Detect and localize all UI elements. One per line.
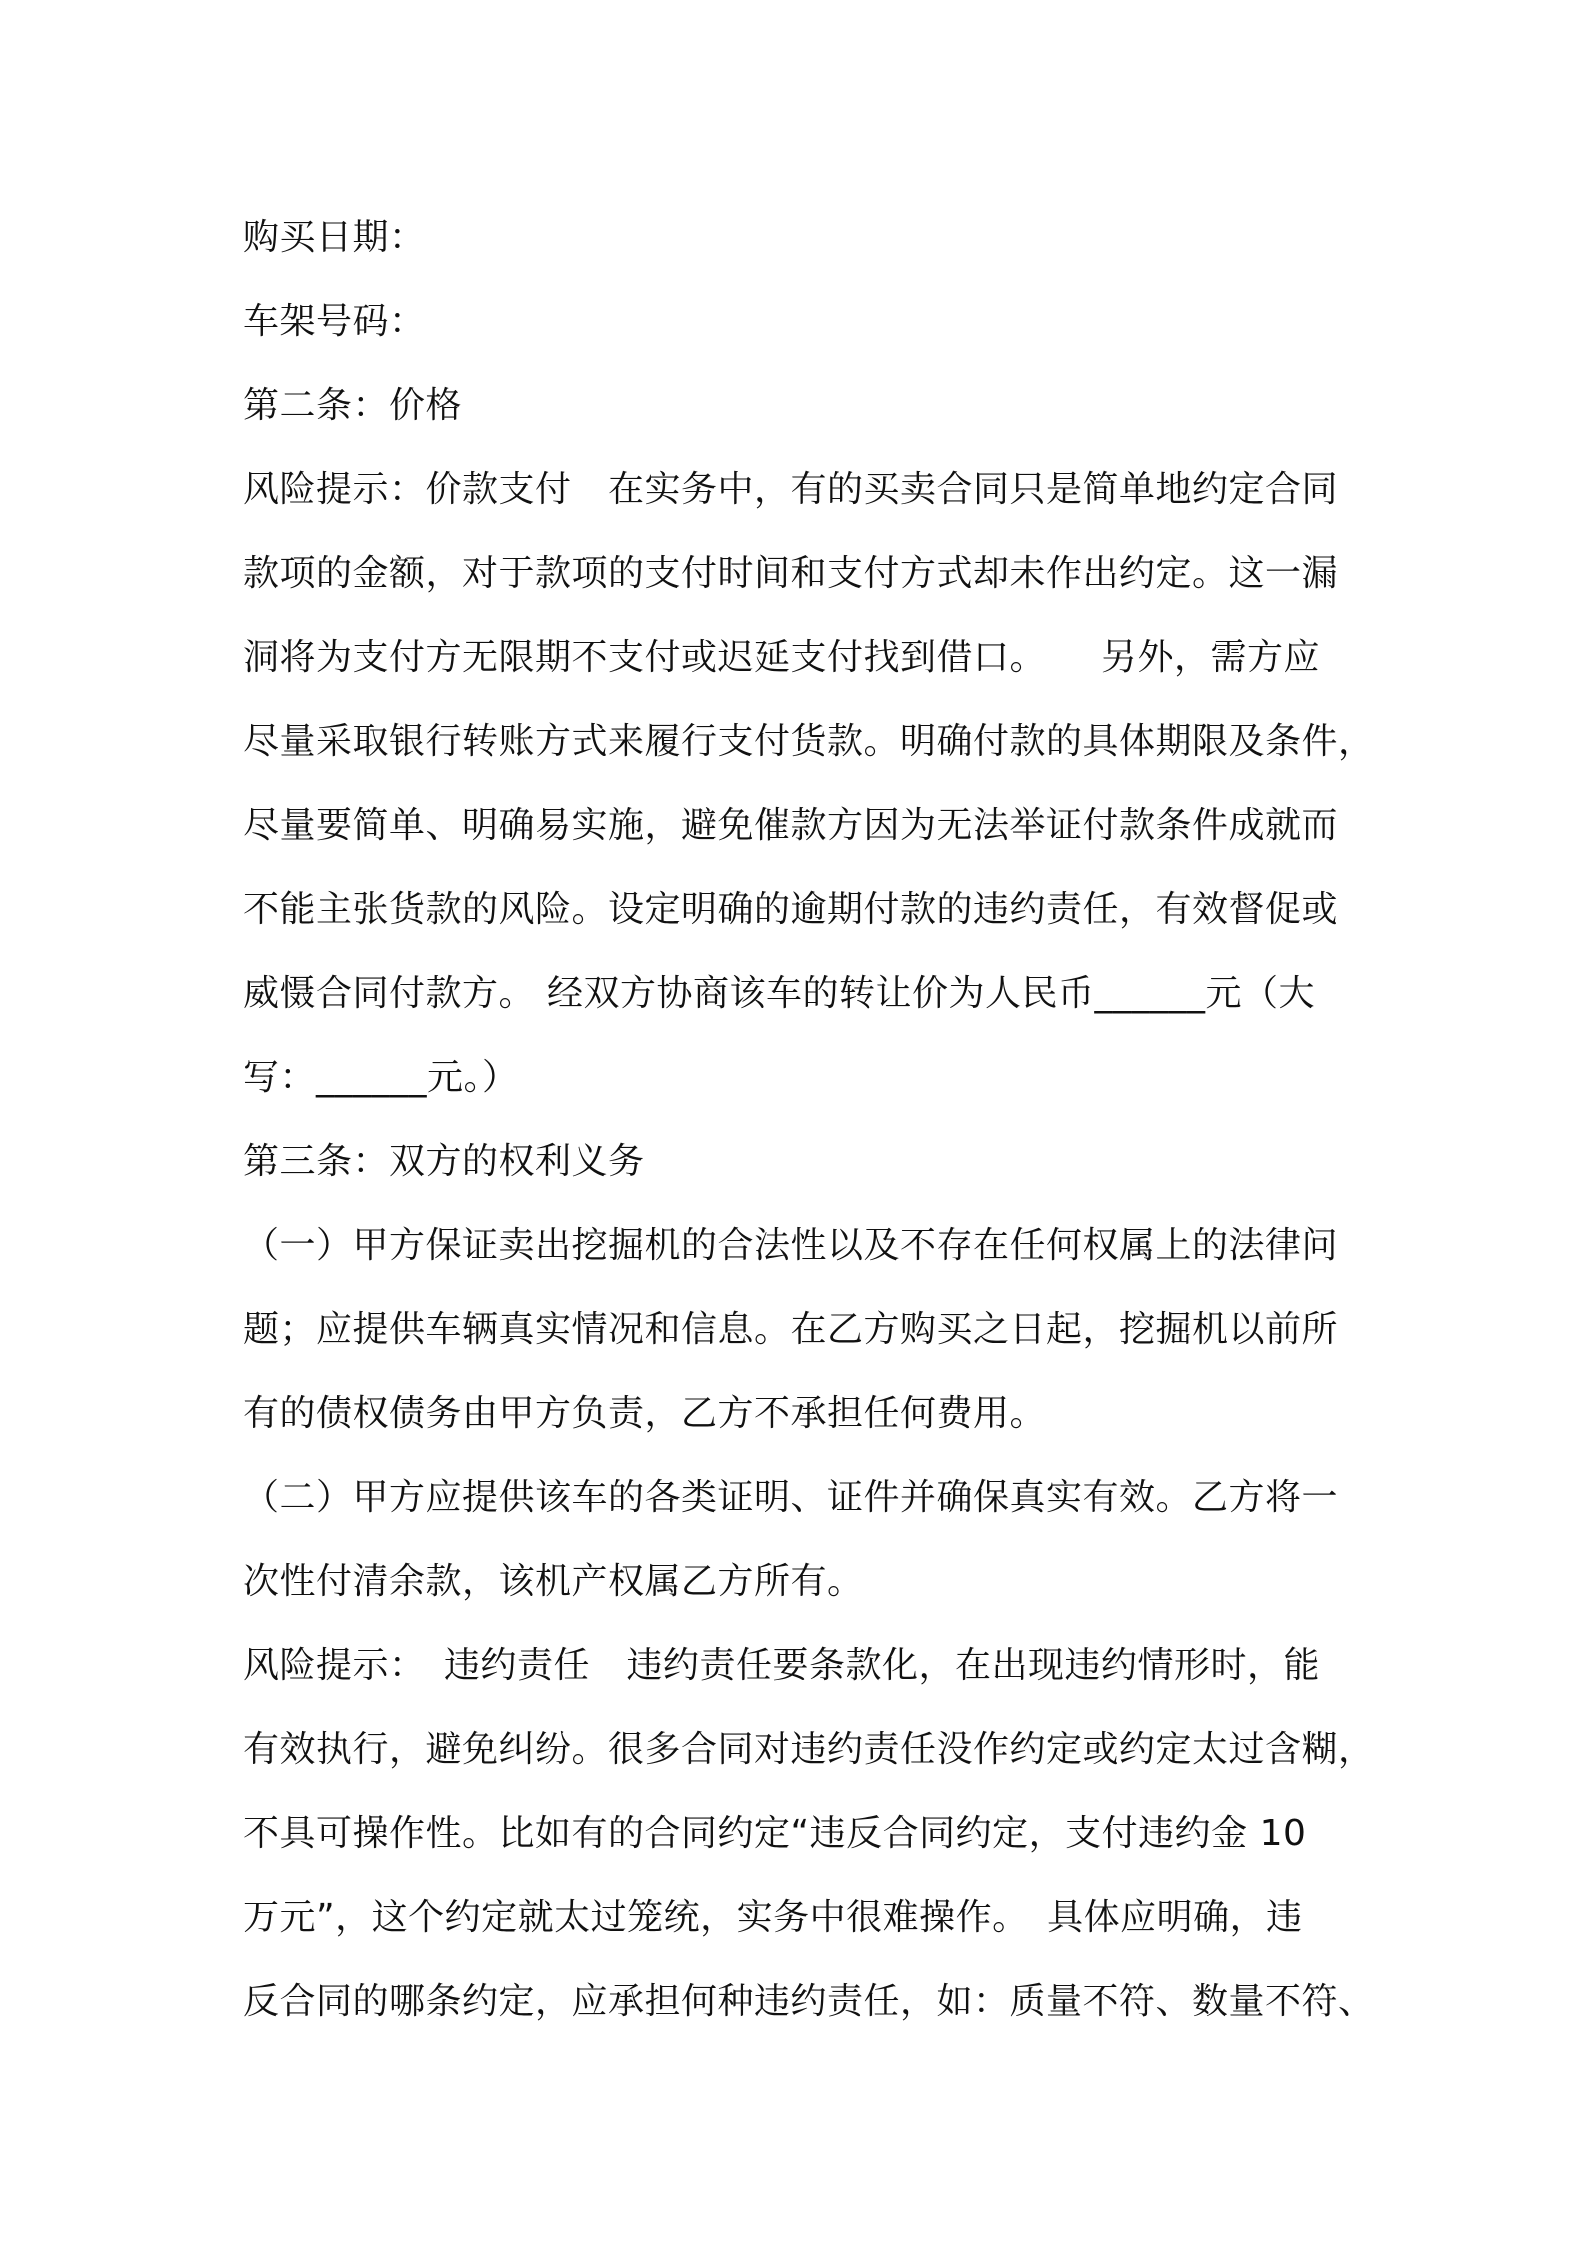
text-line: 有的债权债务由甲方负责，乙方不承担任何费用。 xyxy=(243,1393,1047,1434)
text-line: 尽量采取银行转账方式来履行支付货款。明确付款的具体期限及条件， xyxy=(243,721,1375,762)
text-line: 有效执行，避免纠纷。很多合同对违约责任没作约定或约定太过含糊， xyxy=(243,1729,1375,1770)
text-line: 不具可操作性。比如有的合同约定“违反合同约定，支付违约金 10 xyxy=(243,1813,1307,1854)
text-line: （二）甲方应提供该车的各类证明、证件并确保真实有效。乙方将一 xyxy=(243,1477,1339,1518)
text-line-purchase-date: 购买日期： xyxy=(243,217,426,258)
text-line: 洞将为支付方无限期不支付或迟延支付找到借口。 另外，需方应 xyxy=(243,637,1321,678)
text-line: 万元”，这个约定就太过笼统，实务中很难操作。 具体应明确，违 xyxy=(243,1897,1303,1938)
text-line: 反合同的哪条约定，应承担何种违约责任，如：质量不符、数量不符、 xyxy=(243,1981,1375,2022)
text-line: 不能主张货款的风险。设定明确的逾期付款的违约责任，有效督促或 xyxy=(243,889,1339,930)
text-line-price: 威慑合同付款方。 经双方协商该车的转让价为人民币______元（大 xyxy=(243,973,1315,1014)
text-line-article-2-heading: 第二条：价格 xyxy=(243,385,463,426)
text-line: 次性付清余款，该机产权属乙方所有。 xyxy=(243,1561,864,1602)
text-line: 题；应提供车辆真实情况和信息。在乙方购买之日起，挖掘机以前所 xyxy=(243,1309,1339,1350)
text-line: 款项的金额，对于款项的支付时间和支付方式却未作出约定。这一漏 xyxy=(243,553,1339,594)
text-line: 风险提示：价款支付 在实务中，有的买卖合同只是简单地约定合同 xyxy=(243,469,1339,510)
contract-text-body xyxy=(243,196,1375,2044)
text-line-price-uppercase: 写：______元。） xyxy=(243,1057,519,1098)
text-line: 风险提示： 违约责任 违约责任要条款化，在出现违约情形时，能 xyxy=(243,1645,1321,1686)
text-line: （一）甲方保证卖出挖掘机的合法性以及不存在任何权属上的法律问 xyxy=(243,1225,1339,1266)
text-line-frame-number: 车架号码： xyxy=(243,301,426,342)
text-line-article-3-heading: 第三条：双方的权利义务 xyxy=(243,1141,645,1182)
text-line: 尽量要简单、明确易实施，避免催款方因为无法举证付款条件成就而 xyxy=(243,805,1339,846)
